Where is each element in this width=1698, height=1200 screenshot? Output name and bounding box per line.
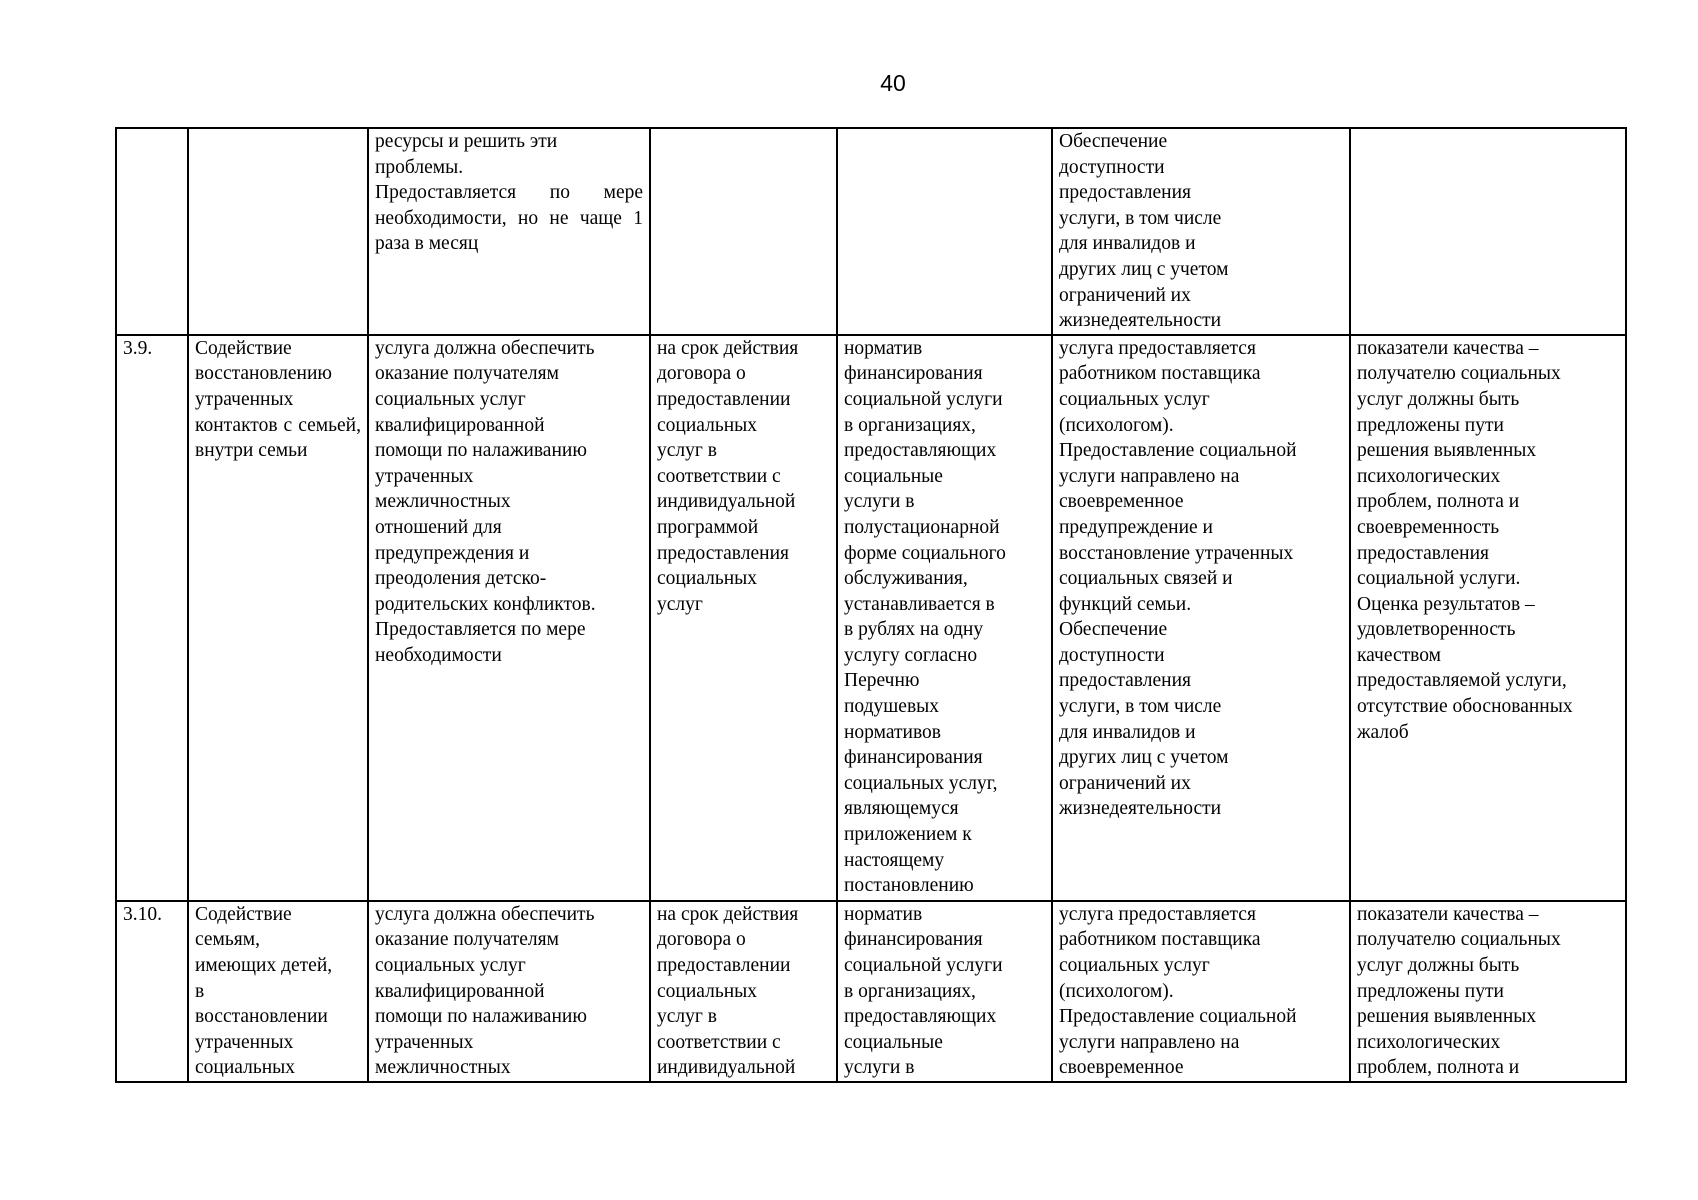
services-table bbox=[115, 127, 1627, 1083]
cell-conditions: услуга предоставляется работником поставщика социальных услуг (психологом). Предоставление социальной услуги направлено на своевременное предупреждение и восстановление утраченных социальных связей и функций семьи. Обеспечение доступности предоставления услуги, в том числе для инвалидов и других лиц с учетом ограничений их жизнедеятельности bbox=[1052, 335, 1350, 901]
page-number: 40 bbox=[880, 70, 906, 96]
cell-number bbox=[116, 128, 188, 335]
cell-term bbox=[650, 128, 837, 335]
cell-conditions: услуга предоставляется работником поставщика социальных услуг (психологом). Предоставление социальной услуги направлено на своевременное bbox=[1052, 901, 1350, 1082]
table-row-continuation bbox=[116, 128, 1626, 335]
cell-description: услуга должна обеспечить оказание получателям социальных услуг квалифицированной помощи по налаживанию утраченных межличностных отношений для предупреждения и преодоления детско- родительских конфликтов. Предоставляется по мере необходимости bbox=[368, 335, 650, 901]
cell-term: на срок действия договора о предоставлении социальных услуг в соответствии с индивидуальной bbox=[650, 901, 837, 1082]
cell-term: на срок действия договора о предоставлении социальных услуг в соответствии с индивидуальной программой предоставления социальных услуг bbox=[650, 335, 837, 901]
cell-number: 3.9. bbox=[116, 335, 188, 901]
cell-norm bbox=[837, 128, 1052, 335]
cell-quality: показатели качества – получателю социальных услуг должны быть предложены пути решения выявленных психологических проблем, полнота и своевременность предоставления социальной услуги. Оценка результатов – удовлетворенность качеством предоставляемой услуги, отсутствие обоснованных жалоб bbox=[1350, 335, 1626, 901]
cell-norm: норматив финансирования социальной услуги в организациях, предоставляющих социальные услуги в bbox=[837, 901, 1052, 1082]
cell-description: ресурсы и решить эти проблемы. Предоставляется по мере необходимости, но не чаще 1 раза в месяц bbox=[368, 128, 650, 335]
cell-description: услуга должна обеспечить оказание получателям социальных услуг квалифицированной помощи по налаживанию утраченных межличностных bbox=[368, 901, 650, 1082]
cell-norm: норматив финансирования социальной услуги в организациях, предоставляющих социальные услуги в полустационарной форме социального обслуживания, устанавливается в в рублях на одну услугу согласно Перечню подушевых нормативов финансирования социальных услуг, являющемуся приложением к настоящему постановлению bbox=[837, 335, 1052, 901]
table-row-3-10 bbox=[116, 901, 1626, 1082]
cell-number: 3.10. bbox=[116, 901, 188, 1082]
cell-service-name: Содействие семьям, имеющих детей, в восстановлении утраченных социальных bbox=[188, 901, 368, 1082]
cell-service-name: Содействие восстановлению утраченных контактов с семьей, внутри семьи bbox=[188, 335, 368, 901]
cell-quality: показатели качества – получателю социальных услуг должны быть предложены пути решения выявленных психологических проблем, полнота и bbox=[1350, 901, 1626, 1082]
cell-conditions: Обеспечение доступности предоставления услуги, в том числе для инвалидов и других лиц с учетом ограничений их жизнедеятельности bbox=[1052, 128, 1350, 335]
cell-quality bbox=[1350, 128, 1626, 335]
cell-service-name bbox=[188, 128, 368, 335]
table-row-3-9 bbox=[116, 335, 1626, 901]
